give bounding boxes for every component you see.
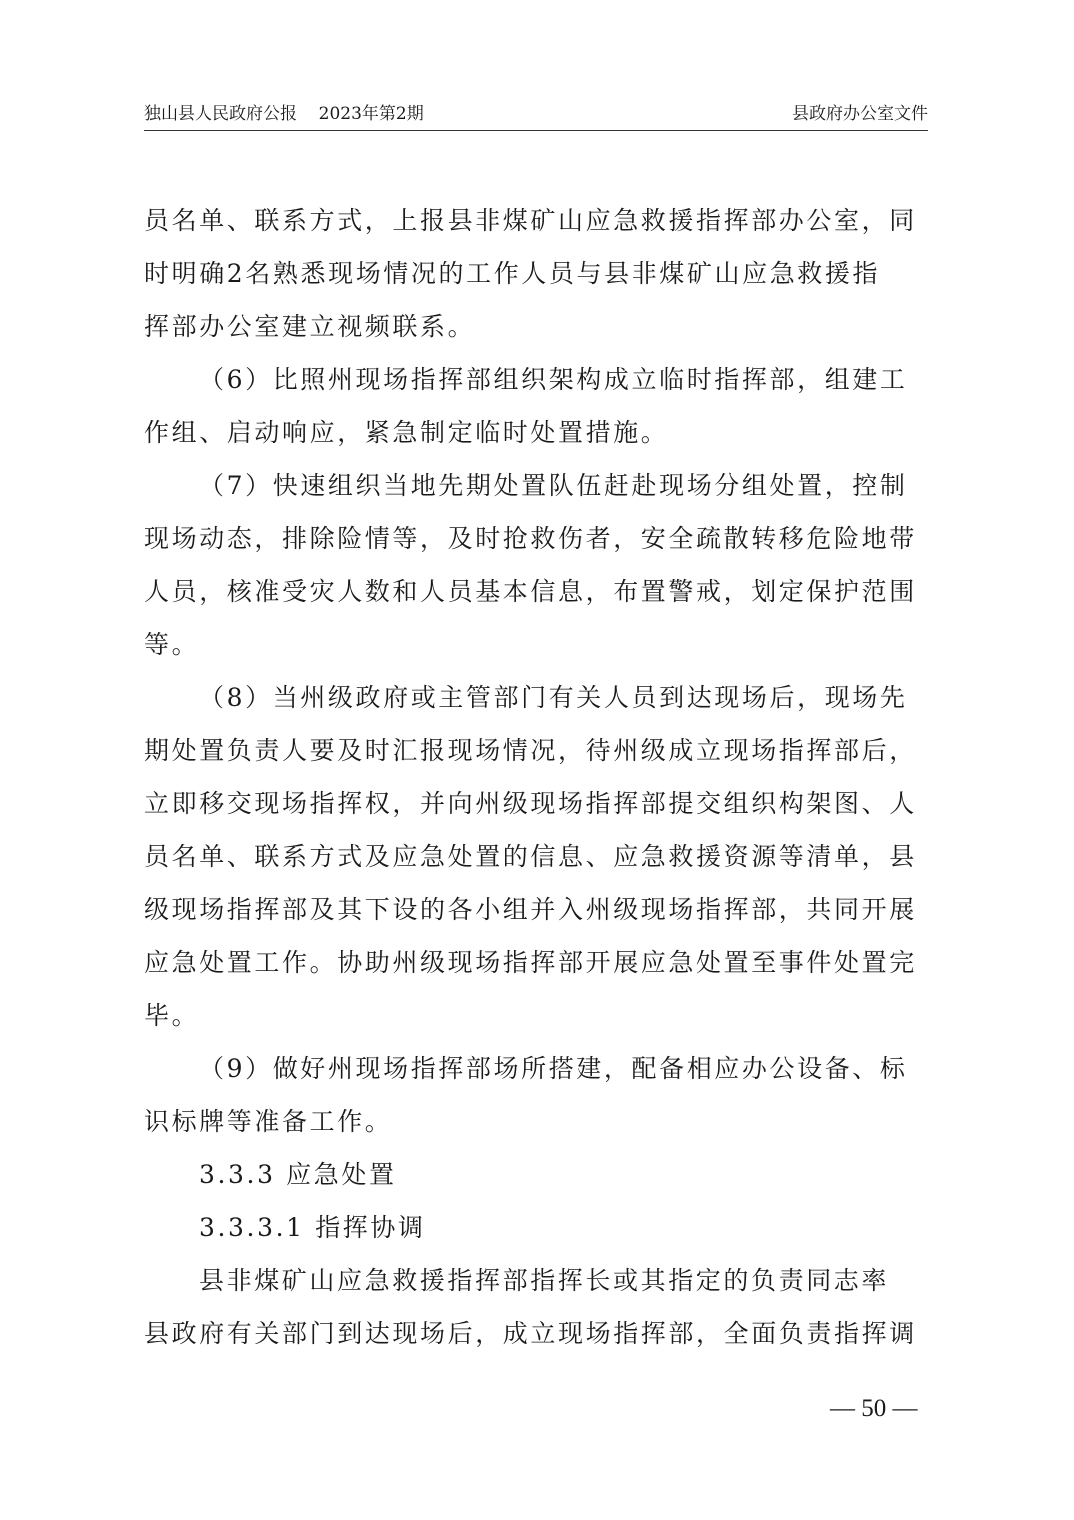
text-line: 等。 [144, 630, 200, 659]
text-line: 级现场指挥部及其下设的各小组并入州级现场指挥部，共同开展 [144, 895, 917, 924]
text-line: 毕。 [144, 1001, 200, 1030]
text-line: （6）比照州现场指挥部组织架构成立临时指挥部，组建工 [199, 365, 908, 394]
publication-name: 独山县人民政府公报 [144, 104, 297, 124]
text-line: 挥部办公室建立视频联系。 [144, 312, 476, 341]
paragraph [144, 1254, 944, 1360]
text-line: 现场动态，排除险情等，及时抢救伤者，安全疏散转移危险地带 [144, 524, 917, 553]
page-header [144, 100, 928, 131]
text-line: 3.3.3 应急处置 [199, 1160, 397, 1189]
paragraph [144, 353, 944, 459]
text-line: 县政府有关部门到达现场后，成立现场指挥部，全面负责指挥调 [144, 1319, 917, 1348]
text-line: 期处置负责人要及时汇报现场情况，待州级成立现场指挥部后， [144, 736, 917, 765]
header-left [144, 102, 424, 126]
text-line: 员名单、联系方式及应急处置的信息、应急救援资源等清单，县 [144, 842, 917, 871]
text-line: 作组、启动响应，紧急制定临时处置措施。 [144, 418, 669, 447]
paragraph [144, 459, 944, 671]
paragraph [144, 1201, 944, 1254]
section-label: 县政府办公室文件 [792, 104, 928, 124]
text-line: 人员，核准受灾人数和人员基本信息，布置警戒，划定保护范围 [144, 577, 917, 606]
text-line: 时明确2名熟悉现场情况的工作人员与县非煤矿山应急救援指 [144, 259, 881, 288]
text-line: （9）做好州现场指挥部场所搭建，配备相应办公设备、标 [199, 1054, 908, 1083]
paragraph [144, 1042, 944, 1148]
text-line: 县非煤矿山应急救援指挥部指挥长或其指定的负责同志率 [199, 1266, 890, 1295]
text-line: 员名单、联系方式，上报县非煤矿山应急救援指挥部办公室，同 [144, 206, 917, 235]
paragraph [144, 671, 944, 1042]
document-body [144, 194, 944, 1360]
text-line: 立即移交现场指挥权，并向州级现场指挥部提交组织构架图、人 [144, 789, 917, 818]
text-line: 应急处置工作。协助州级现场指挥部开展应急处置至事件处置完 [144, 948, 917, 977]
text-line: （7）快速组织当地先期处置队伍赶赴现场分组处置，控制 [199, 471, 908, 500]
paragraph [144, 1148, 944, 1201]
issue-label: 2023年第2期 [318, 104, 424, 124]
text-line: 识标牌等准备工作。 [144, 1107, 393, 1136]
text-line: 3.3.3.1 指挥协调 [199, 1213, 426, 1242]
page-number: — 50 — [830, 1395, 918, 1422]
paragraph [144, 194, 944, 353]
text-line: （8）当州级政府或主管部门有关人员到达现场后，现场先 [199, 683, 908, 712]
